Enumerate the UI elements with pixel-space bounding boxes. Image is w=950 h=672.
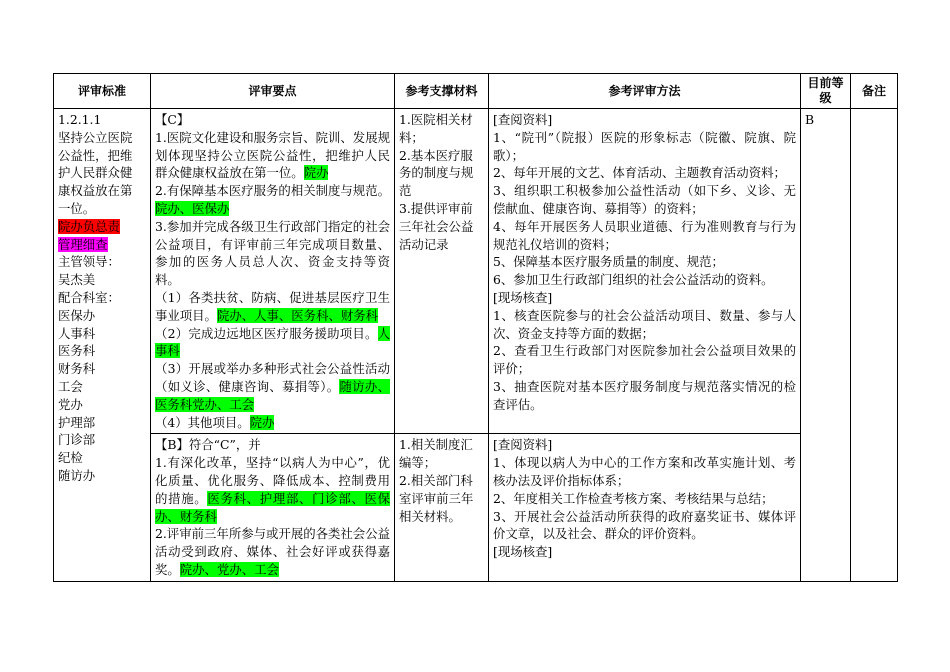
dept-item: 财务科 (58, 361, 96, 377)
dept-tag: 随访办、医务科党办、工会 (155, 378, 390, 412)
points-cell-c (151, 109, 395, 434)
method-item: 2、每年开展的文艺、体育活动、主题教育活动资料； (493, 165, 786, 181)
method-item: 1、核查医院参与的社会公益活动项目、数量、参与人次、资金支持等方面的数据； (493, 307, 796, 341)
method-item: 3、抽查医院对基本医疗服务制度与规范落实情况的检查评估。 (493, 378, 796, 412)
materials-cell-c (395, 109, 489, 434)
point-text: 1.有深化改革，坚持“以病人为中心”，优化质量、优化服务、降低成本、控制费用的措施。 (155, 455, 390, 506)
responsibility-tag: 院办负总责 (58, 218, 120, 234)
method-item: 3、组织职工积极参加公益性活动（如下乡、义诊、无偿献血、健康咨询、募捐等）的资料； (493, 183, 796, 216)
method-heading: [查阅资料] (493, 112, 553, 127)
point-text: 2.评审前三年所参与或开展的各类社会公益活动受到政府、媒体、社会好评或获得嘉奖。 (155, 526, 390, 577)
sub-point-text: （4）其他项目。 (155, 414, 250, 430)
method-heading: [查阅资料] (493, 437, 553, 453)
dept-tag: 院办 (249, 414, 275, 430)
method-item: 1、“院刊”（院报）医院的形象标志（院徽、院旗、院歌）； (493, 129, 796, 163)
material-item: 1.相关制度汇编等； (399, 437, 473, 471)
grade-label: 【B】符合“C”，并 (155, 437, 261, 453)
leader-label: 主管领导： (58, 254, 120, 270)
dept-tag: 医务科、护理部、门诊部、医保办、财务科 (155, 490, 391, 524)
standard-line: 护人民群众健 (58, 165, 133, 181)
materials-cell-b (395, 434, 489, 581)
dept-tag: 院办、医保办 (155, 200, 230, 216)
dept-label: 配合科室： (58, 289, 120, 305)
method-item: 6、参加卫生行政部门组织的社会公益活动的资料。 (493, 272, 774, 288)
header-standard: 评审标准 (54, 74, 151, 109)
method-heading: [现场核查] (493, 289, 553, 305)
dept-tag: 院办、党办、工会 (179, 561, 279, 577)
dept-item: 医保办 (58, 307, 96, 323)
header-methods: 参考评审方法 (489, 74, 801, 109)
dept-item: 随访办 (58, 467, 96, 483)
level-cell: B (801, 109, 851, 582)
header-note: 备注 (851, 74, 898, 109)
leader-name: 吴杰美 (58, 272, 96, 288)
point-text: 2.有保障基本医疗服务的相关制度与规范。 (155, 183, 390, 199)
dept-tag: 院办 (303, 165, 329, 181)
header-row (54, 74, 898, 109)
dept-tag: 院办、人事、医务科、财务科 (216, 307, 379, 323)
material-item: 3.提供评审前三年社会公益活动记录 (399, 200, 474, 252)
point-text: 1.医院文化建设和服务宗旨、院训、发展规划体现坚持公立医院公益性，把维护人民群众健康权益放在第一位。 (155, 129, 390, 181)
dept-item: 工会 (58, 378, 83, 394)
method-item: 4、每年开展医务人员职业道德、行为准则教育与行为规范礼仪培训的资料； (493, 218, 796, 252)
table-row (54, 109, 898, 434)
review-tag: 管理细查 (58, 236, 108, 252)
sub-point-text: （1）各类扶贫、防病、促进基层医疗卫生事业项目。 (155, 289, 390, 323)
note-cell (851, 109, 898, 582)
table-row (54, 434, 898, 581)
standard-cell (54, 109, 151, 582)
standard-line: 康权益放在第 (58, 183, 133, 199)
method-heading: [现场核查] (493, 544, 553, 560)
methods-cell-c (489, 109, 801, 434)
dept-item: 护理部 (58, 414, 96, 430)
header-points: 评审要点 (151, 74, 395, 109)
point-text: 3.参加并完成各级卫生行政部门指定的社会公益项目，有评审前三年完成项目数量、参加的医务人员总人次、资金支持等资料。 (155, 218, 390, 288)
methods-cell-b (489, 434, 801, 581)
method-item: 1、体现以病人为中心的工作方案和改革实施计划、考核办法及评价指标体系； (493, 455, 796, 488)
points-cell-b (151, 434, 395, 581)
material-item: 2.相关部门科室评审前三年相关材料。 (399, 472, 474, 524)
method-item: 2、查看卫生行政部门对医院参加社会公益项目效果的评价； (493, 343, 796, 377)
sub-point-text: （2）完成边远地区医疗服务援助项目。 (155, 325, 378, 341)
method-item: 5、保障基本医疗服务质量的制度、规范； (493, 254, 724, 270)
dept-item: 医务科 (58, 343, 96, 359)
standard-line: 1.2.1.1 (58, 112, 102, 127)
standard-line: 坚持公立医院 (58, 129, 133, 145)
dept-item: 人事科 (58, 325, 96, 341)
dept-item: 门诊部 (58, 432, 96, 448)
sub-point-text: （3）开展或举办多种形式社会公益性活动（如义诊、健康咨询、募捐等）。 (155, 361, 390, 394)
header-materials: 参考支撑材料 (395, 74, 489, 109)
grade-label: 【C】 (155, 112, 190, 127)
dept-item: 纪检 (58, 450, 83, 466)
header-level: 目前等级 (801, 74, 851, 109)
method-item: 2、年度相关工作检查考核方案、考核结果与总结； (493, 490, 774, 506)
evaluation-table (53, 73, 898, 582)
material-item: 2.基本医疗服务的制度与规范 (399, 147, 474, 199)
method-item: 3、开展社会公益活动所获得的政府嘉奖证书、媒体评价文章，以及社会、群众的评价资料。 (493, 508, 796, 542)
standard-line: 公益性，把维 (58, 147, 133, 163)
material-item: 1.医院相关材料； (399, 112, 473, 145)
dept-item: 党办 (58, 396, 83, 412)
standard-line: 一位。 (58, 200, 96, 216)
dept-tag: 人事科 (155, 325, 390, 359)
